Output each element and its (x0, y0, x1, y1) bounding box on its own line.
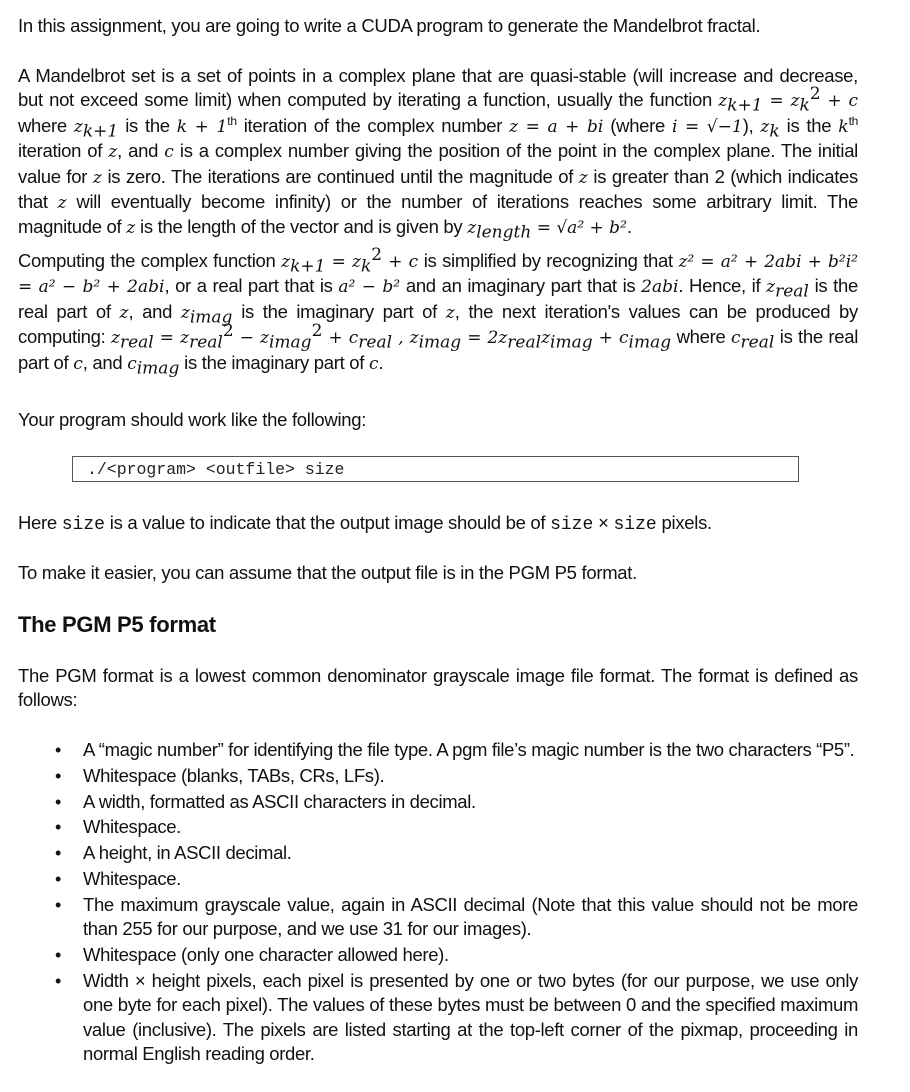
list-item: • A height, in ASCII decimal. (0, 841, 858, 865)
bullet-icon: • (55, 791, 61, 812)
bullet-icon: • (55, 944, 61, 965)
bullet-icon: • (55, 868, 61, 889)
list-item: • A width, formatted as ASCII characters in decimal. (0, 790, 858, 814)
command-line-box (72, 456, 799, 482)
list-item: • Whitespace (only one character allowed here). (0, 943, 858, 967)
bullet-icon: • (55, 894, 61, 915)
bullet-icon: • (55, 843, 61, 864)
command-text: ./<program> <outfile> size (87, 460, 345, 479)
bullet-icon: • (55, 740, 61, 760)
complex-computation-paragraph: Computing the complex function $z_{k+1} = z_k^2 + c$ is simplified by recognizing that z² = a² + 2abi + b²i² = a² − b² + 2abi, or a real part that is a² − b² and an imaginary part that is 2abi. Hence, if $z_{real}$ is the real part of z, and $z_{imag}$ is the imaginary part of z, the next iteration's values can be produced by computing: $z_{real} = z_{real}^2 - z_{imag}^2 + c_{real}$ , $z_{imag} = 2z_{real}z_{imag} + c_{imag}$ where $c_{real}$ is the real part of c, and $c_{imag}$ is the imaginary part of c. (18, 244, 859, 379)
bullet-icon: • (55, 817, 61, 838)
bullet-icon: • (55, 970, 61, 991)
list-item: • A “magic number” for identifying the file type. A pgm file’s magic number is the two characters “P5”. (0, 738, 858, 762)
section-heading: The PGM P5 format (18, 612, 216, 637)
pgm-format-list (0, 738, 858, 1068)
list-item: • The maximum grayscale value, again in ASCII decimal (Note that this value should not be more than 255 for our purpose, and we use 31 for our images). (55, 893, 858, 940)
mandelbrot-definition-paragraph: A Mandelbrot set is a set of points in a complex plane that are quasi-stable (will increase and decrease, but not exceed some limit) when computed by iterating a function, usually the function $z_{k+1} = z_k^2 + c$ where $z_{k+1}$ is the k + 1th iteration of the complex number z = a + bi (where i = √−1), $z_k$ is the $k^{th}$ iteration of z, and c is a complex number giving the position of the point in the complex plane. The initial value for z is zero. The iterations are continued until the magnitude of z is greater than 2 (which indicates that z will eventually become infinity) or the number of iterations reaches some arbitrary limit. The magnitude of z is the length of the vector and is given by $z_{length} = √a^2 + b^2$. (18, 65, 859, 244)
format-note: To make it easier, you can assume that the output file is in the PGM P5 format. (18, 562, 637, 583)
bullet-icon: • (55, 765, 61, 786)
list-item: • Whitespace. (0, 815, 858, 839)
pgm-intro-paragraph: The PGM format is a lowest common denominator grayscale image file format. The format is defined as follows: (18, 665, 858, 711)
list-item: • Whitespace. (0, 867, 858, 891)
list-item: • Width × height pixels, each pixel is presented by one or two bytes (for our purpose, we use only one byte for each pixel). The values of these bytes must be between 0 and the specified maximum value (inclusive). The pixels are listed starting at the top-left corner of the pixmap, proceeding in normal English reading order. (55, 969, 858, 1064)
intro-paragraph: In this assignment, you are going to write a CUDA program to generate the Mandelbrot fractal. (18, 15, 761, 36)
list-item: • Whitespace (blanks, TABs, CRs, LFs). (0, 764, 858, 788)
size-note: Here size is a value to indicate that the output image should be of size × size pixels. (18, 512, 712, 535)
usage-intro: Your program should work like the following: (18, 409, 367, 430)
